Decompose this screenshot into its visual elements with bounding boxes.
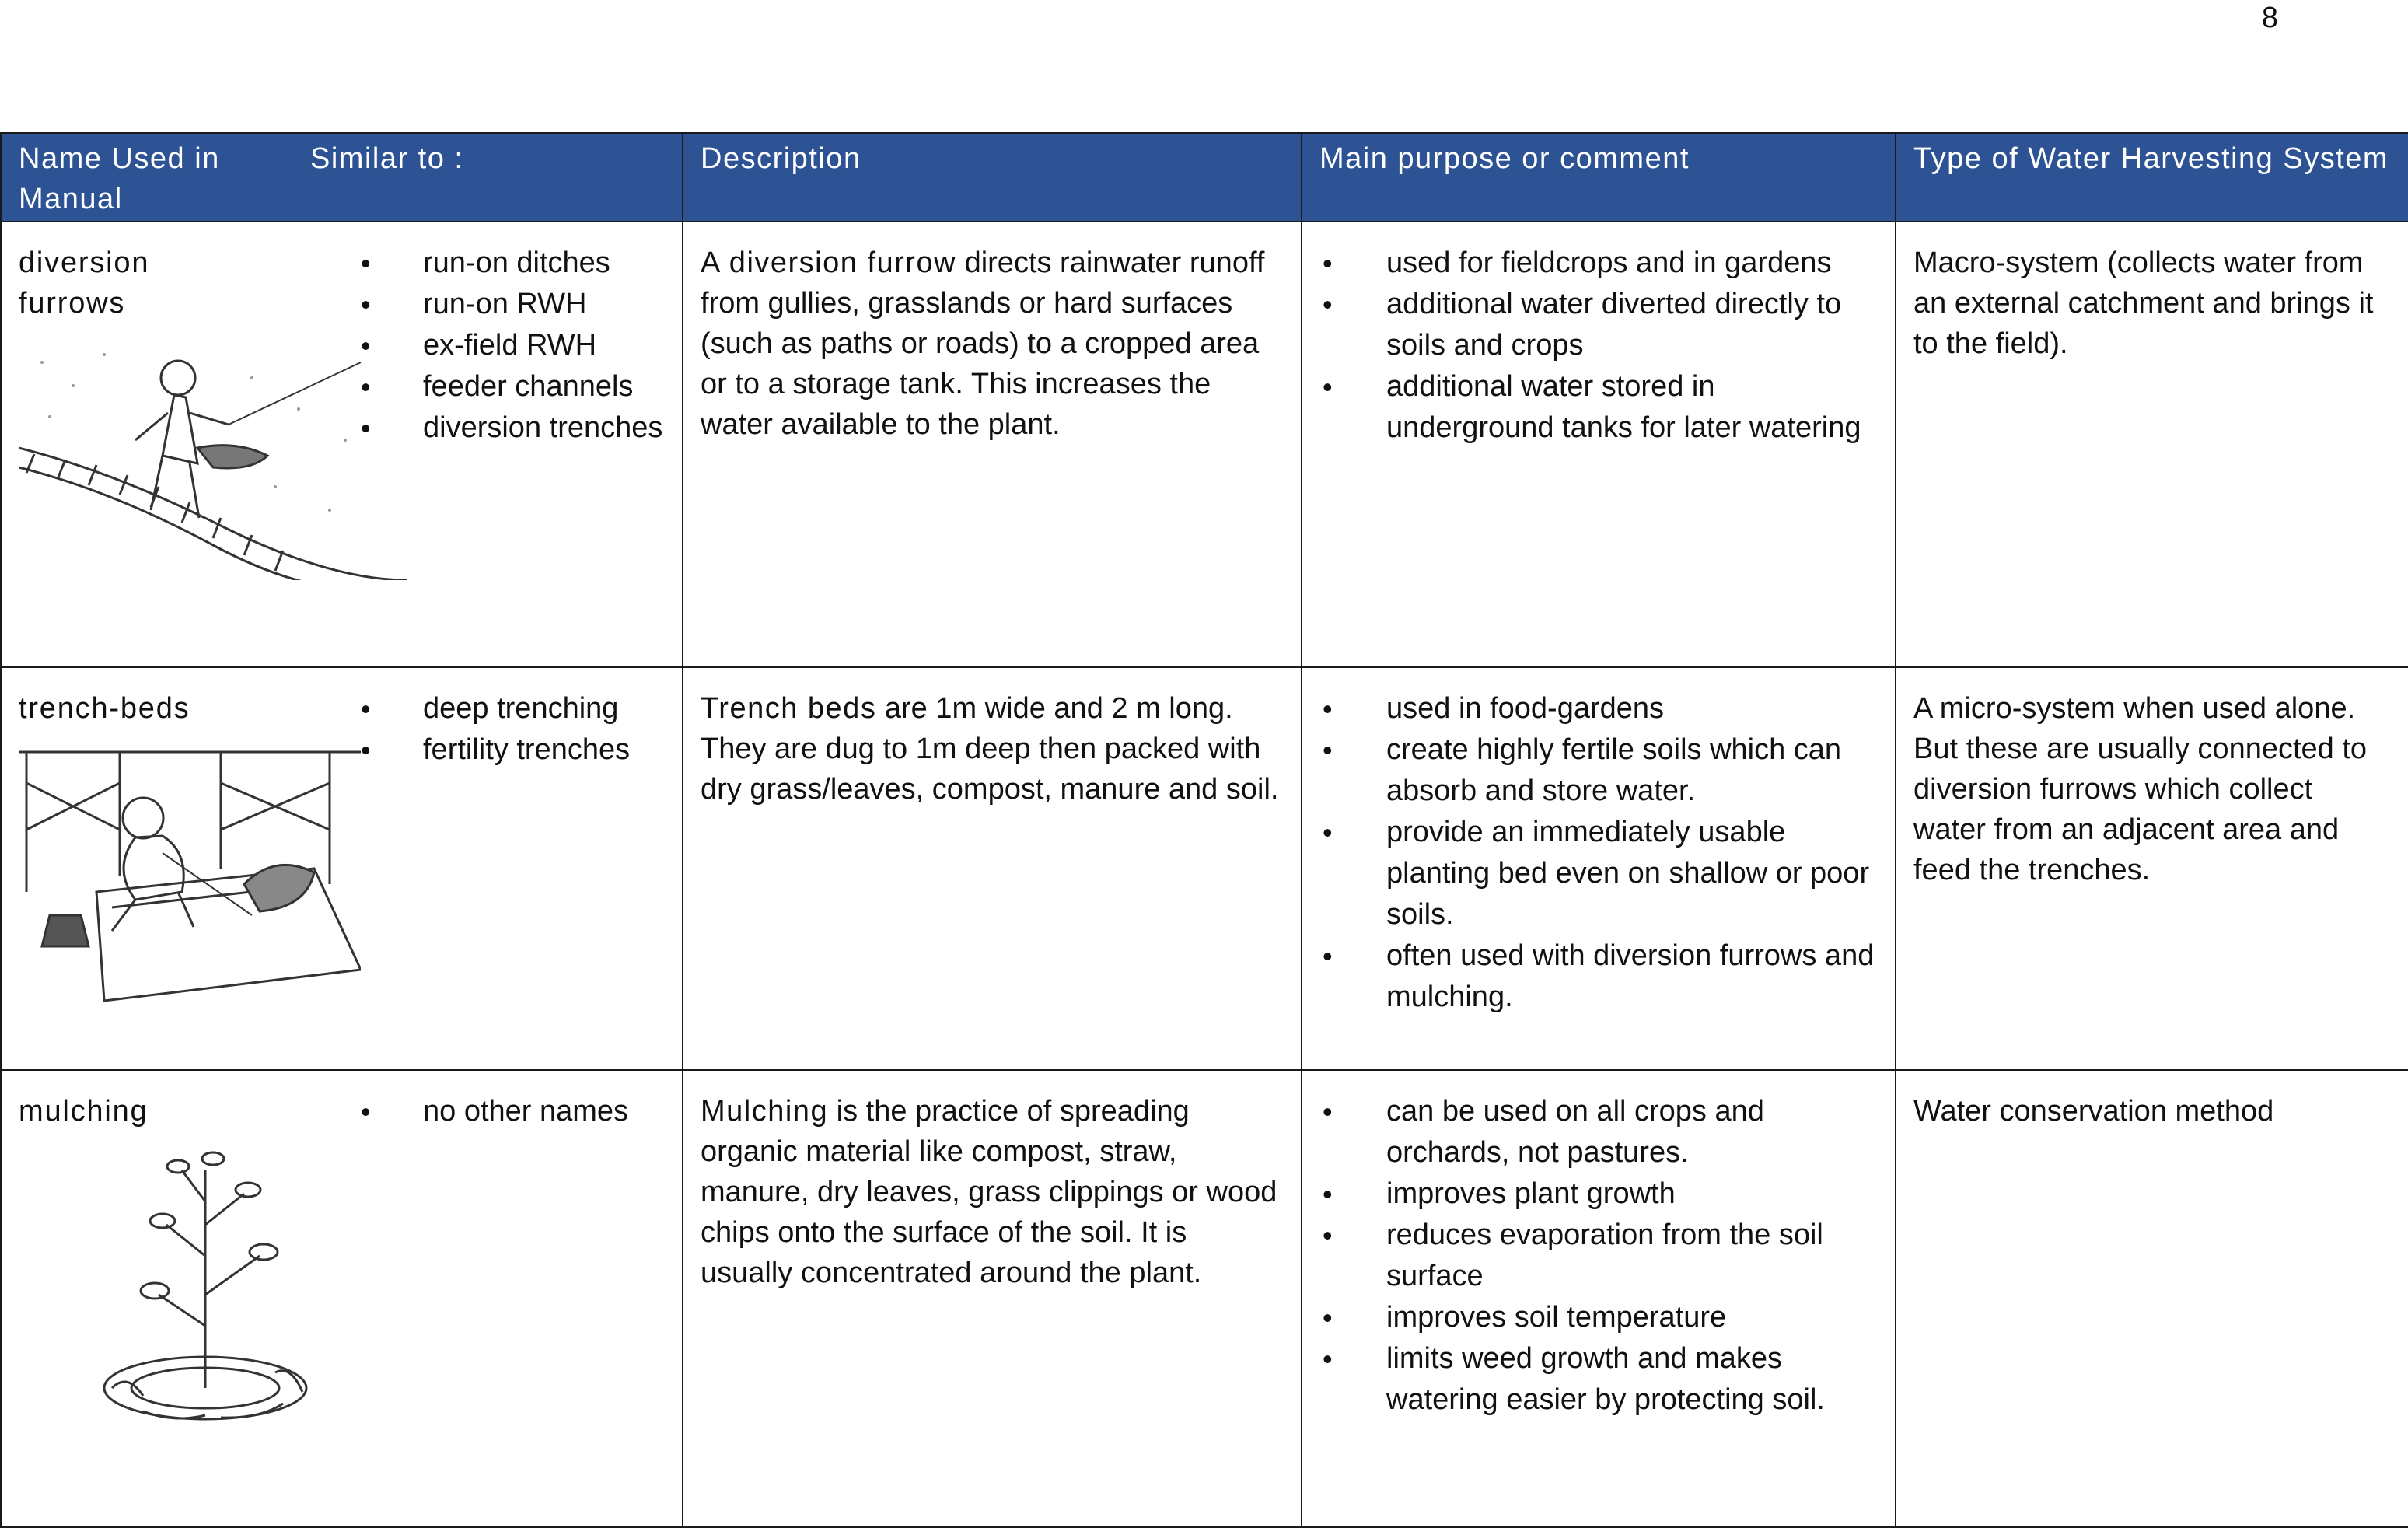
list-item: • reduces evaporation from the soil surface: [1319, 1215, 1879, 1297]
list-item: • ex-field RWH: [361, 325, 666, 366]
list-item: • fertility trenches: [361, 729, 666, 771]
description-lead: Trench beds: [701, 692, 877, 725]
list-item: • diversion trenches: [361, 407, 666, 449]
list-item: • improves plant growth: [1319, 1173, 1879, 1215]
technique-name: mulching: [19, 1095, 149, 1128]
header-similar: Similar to :: [310, 142, 464, 175]
header-purpose: Main purpose or comment: [1302, 133, 1896, 222]
table-row: [1, 1070, 2408, 1527]
description-cell: [683, 667, 1302, 1070]
list-item: • additional water stored in underground tanks for later watering: [1319, 366, 1879, 449]
purpose-list: [1319, 1091, 1879, 1421]
list-item: • often used with diversion furrows and mulching.: [1319, 935, 1879, 1018]
list-item: • run-on ditches: [361, 243, 666, 284]
table-row: [1, 222, 2408, 667]
name-similar-cell: [1, 1070, 683, 1527]
list-item: • limits weed growth and makes watering easier by protecting soil.: [1319, 1338, 1879, 1421]
system-type: Water conservation method: [1913, 1095, 2274, 1128]
description-lead: A diversion furrow: [701, 247, 957, 279]
similar-names-list: [361, 1091, 666, 1132]
table-row: [1, 667, 2408, 1070]
header-row: [1, 133, 2408, 222]
similar-names-list: [361, 243, 666, 449]
list-item: • feeder channels: [361, 366, 666, 407]
system-type: Macro-system (collects water from an external catchment and brings it to the field).: [1913, 247, 2374, 360]
name-similar-cell: [1, 222, 683, 667]
purpose-cell: [1302, 222, 1896, 667]
list-item: • used in food-gardens: [1319, 688, 1879, 729]
description-lead: Mulching: [701, 1095, 829, 1128]
list-item: • no other names: [361, 1091, 666, 1132]
description-text: directs rainwater runoff from gullies, grasslands or hard surfaces (such as paths or roads) to a cropped area or to a storage tank. This increases the water available to the plant.: [701, 247, 1265, 441]
purpose-list: [1319, 243, 1879, 449]
header-type: Type of Water Harvesting System: [1896, 133, 2408, 222]
diversion-furrow-illustration: [19, 331, 407, 580]
technique-name: diversion furrows: [19, 247, 150, 320]
purpose-list: [1319, 688, 1879, 1018]
technique-name: trench-beds: [19, 692, 190, 725]
description-cell: [683, 222, 1302, 667]
type-cell: [1896, 222, 2408, 667]
list-item: • additional water diverted directly to soils and crops: [1319, 284, 1879, 366]
type-cell: [1896, 667, 2408, 1070]
list-item: • provide an immediately usable planting bed even on shallow or poor soils.: [1319, 812, 1879, 935]
header-name: Name Used in Manual: [19, 142, 220, 215]
description-text: is the practice of spreading organic material like compost, straw, manure, dry leaves, grass clippings or wood chips onto the surface of the soil. It is usually concentrated around the plant.: [701, 1095, 1277, 1289]
list-item: • can be used on all crops and orchards, not pastures.: [1319, 1091, 1879, 1173]
description-text: are 1m wide and 2 m long. They are dug to 1m deep then packed with dry grass/leaves, compost, manure and soil.: [701, 692, 1279, 806]
type-cell: [1896, 1070, 2408, 1527]
list-item: • run-on RWH: [361, 284, 666, 325]
system-type: A micro-system when used alone. But these are usually connected to diversion furrows which collect water from an adjacent area and feed the trenches.: [1913, 692, 2368, 886]
similar-names-list: [361, 688, 666, 771]
purpose-cell: [1302, 667, 1896, 1070]
list-item: • deep trenching: [361, 688, 666, 729]
page-number: 8: [2261, 2, 2278, 34]
list-item: • used for fieldcrops and in gardens: [1319, 243, 1879, 284]
list-item: • create highly fertile soils which can absorb and store water.: [1319, 729, 1879, 812]
trench-bed-illustration: [19, 736, 361, 1009]
purpose-cell: [1302, 1070, 1896, 1527]
description-cell: [683, 1070, 1302, 1527]
list-item: • improves soil temperature: [1319, 1297, 1879, 1338]
water-harvesting-table: [0, 132, 2408, 1528]
header-description: Description: [683, 133, 1302, 222]
name-similar-cell: [1, 667, 683, 1070]
header-name-similar: [1, 133, 683, 222]
